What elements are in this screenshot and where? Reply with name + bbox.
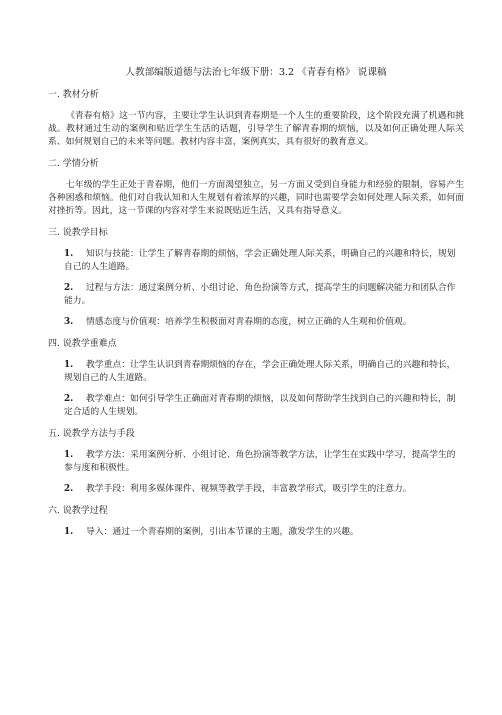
list-item — [64, 483, 464, 496]
item-text: 教学重点：让学生认识到青春期烦恼的存在，学会正确处理人际关系，明确自己的兴趣和特长，规划自己的人生道路。 — [64, 360, 456, 383]
list-item — [64, 248, 464, 274]
item-number: 1. — [64, 527, 74, 537]
section-heading: 二. 学情分析 — [48, 159, 99, 169]
item-text: 导入：通过一个青春期的案例，引出本节课的主题，激发学生的兴趣。 — [86, 527, 359, 537]
section-heading: 四. 说教学重难点 — [48, 339, 117, 349]
list-item — [64, 526, 464, 539]
section-heading: 三. 说教学目标 — [48, 228, 108, 238]
list-item — [64, 393, 464, 419]
list-item — [64, 282, 464, 308]
item-text: 过程与方法：通过案例分析、小组讨论、角色扮演等方式，提高学生的问题解决能力和团队合作能力。 — [64, 283, 456, 306]
item-number: 2. — [64, 283, 74, 293]
item-text: 教学方法：采用案例分析、小组讨论、角色扮演等教学方法，让学生在实践中学习，提高学生的参与度和积极性。 — [64, 450, 456, 473]
item-number: 1. — [64, 450, 74, 460]
item-number: 2. — [64, 394, 74, 404]
section-heading: 一. 教材分析 — [48, 90, 99, 100]
item-number: 2. — [64, 484, 74, 494]
item-number: 3. — [64, 317, 74, 327]
item-text: 教学难点：如何引导学生正确面对青春期的烦恼，以及如何帮助学生找到自己的兴趣和特长，制定合适的人生规划。 — [64, 394, 456, 417]
list-item — [64, 449, 464, 475]
list-item — [64, 316, 464, 329]
list-item — [64, 359, 464, 385]
item-text: 知识与技能：让学生了解青春期的烦恼，学会正确处理人际关系，明确自己的兴趣和特长，规划自己的人生道路。 — [64, 249, 456, 272]
item-text: 教学手段：利用多媒体课件、视频等教学手段，丰富教学形式，吸引学生的注意力。 — [86, 484, 412, 494]
document-page — [0, 66, 502, 715]
item-number: 1. — [64, 360, 74, 370]
section-paragraph: 七年级的学生正处于青春期，他们一方面渴望独立，另一方面又受到自身能力和经验的限制，容易产生各种困惑和烦恼。他们对自我认知和人生规划有着浓厚的兴趣，同时也需要学会如何处理人际关系，如何面对挫折等。因此，这一节课的内容对学生来说既贴近生活，又具有指导意义。 — [48, 180, 464, 216]
section-heading: 六. 说教学过程 — [48, 506, 108, 516]
document-title: 人教部编版道德与法治七年级下册：3.2 《青春有格》 说课稿 — [125, 67, 387, 78]
section-heading: 五. 说教学方法与手段 — [48, 429, 135, 439]
item-text: 情感态度与价值观：培养学生积极面对青春期的态度，树立正确的人生观和价值观。 — [86, 317, 412, 327]
section-paragraph: 《青春有格》这一节内容，主要让学生认识到青春期是一个人生的重要阶段，这个阶段充满了机遇和挑战。教材通过生动的案例和贴近学生生活的话题，引导学生了解青春期的烦恼，以及如何正确处理人际关系、如何规划自己的未来等问题。教材内容丰富，案例真实，具有很好的教育意义。 — [48, 111, 464, 147]
item-number: 1. — [64, 249, 74, 259]
